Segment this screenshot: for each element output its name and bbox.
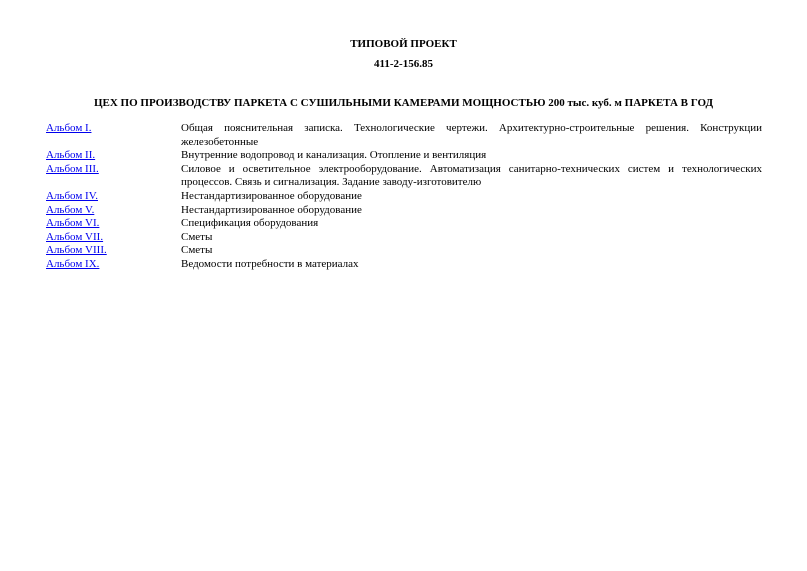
album-link-4[interactable]: Альбом IV. bbox=[46, 189, 98, 202]
album-description-7: Сметы bbox=[181, 230, 213, 243]
album-row-9 bbox=[46, 258, 762, 272]
album-row-3 bbox=[46, 163, 762, 190]
album-link-7[interactable]: Альбом VII. bbox=[46, 230, 104, 243]
project-name: ЦЕХ ПО ПРОИЗВОДСТВУ ПАРКЕТА С СУШИЛЬНЫМИ КАМЕРАМИ МОЩНОСТЬЮ 200 тыс. куб. м ПАРКЕТА В ГОД bbox=[93, 97, 714, 109]
document-title: ТИПОВОЙ ПРОЕКТ bbox=[350, 38, 457, 50]
album-description-2: Внутренние водопровод и канализация. Отопление и вентиляция bbox=[181, 149, 487, 162]
album-description-9: Ведомости потребности в материалах bbox=[181, 257, 359, 270]
album-row-1 bbox=[46, 122, 762, 149]
album-description-1: Общая пояснительная записка. Технологические чертежи. Архитектурно-строительные решения. Конструкции железобетонные bbox=[181, 122, 762, 148]
album-row-8 bbox=[46, 244, 762, 258]
album-row-7 bbox=[46, 231, 762, 245]
album-link-9[interactable]: Альбом IX. bbox=[46, 257, 100, 270]
album-link-3[interactable]: Альбом III. bbox=[46, 162, 99, 175]
album-row-4 bbox=[46, 190, 762, 204]
album-row-5 bbox=[46, 204, 762, 218]
album-description-6: Спецификация оборудования bbox=[181, 217, 319, 230]
album-description-8: Сметы bbox=[181, 244, 213, 257]
project-number: 411-2-156.85 bbox=[374, 58, 433, 70]
album-link-8[interactable]: Альбом VIII. bbox=[46, 244, 107, 257]
album-row-2 bbox=[46, 149, 762, 163]
album-link-5[interactable]: Альбом V. bbox=[46, 203, 95, 216]
album-row-6 bbox=[46, 217, 762, 231]
album-link-6[interactable]: Альбом VI. bbox=[46, 217, 100, 230]
album-description-4: Нестандартизированное оборудование bbox=[181, 189, 362, 202]
album-link-2[interactable]: Альбом II. bbox=[46, 149, 96, 162]
album-link-1[interactable]: Альбом I. bbox=[46, 122, 92, 134]
album-list bbox=[46, 122, 762, 272]
album-description-5: Нестандартизированное оборудование bbox=[181, 203, 362, 216]
album-description-3: Силовое и осветительное электрооборудование. Автоматизация санитарно-технических систем и технологических процессов. Связь и сигнализация. Задание заводу-изготовителю bbox=[181, 162, 762, 189]
